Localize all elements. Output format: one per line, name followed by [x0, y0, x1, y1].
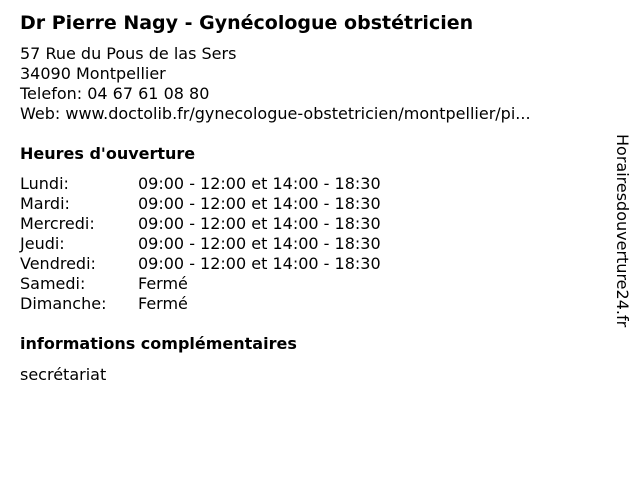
time-value: 09:00 - 12:00 et 14:00 - 18:30: [138, 174, 381, 193]
hours-row-saturday: [20, 274, 440, 294]
address-city: 34090 Montpellier: [20, 64, 166, 83]
address-block: [20, 44, 531, 124]
site-watermark: Horairesdouverture24.fr: [613, 134, 632, 328]
address-street: 57 Rue du Pous de las Sers: [20, 44, 237, 63]
opening-hours-table: [20, 174, 440, 314]
opening-hours-heading: Heures d'ouverture: [20, 144, 196, 163]
additional-info-heading: informations complémentaires: [20, 334, 297, 353]
phone-number: Telefon: 04 67 61 08 80: [20, 84, 210, 103]
website-link[interactable]: Web: www.doctolib.fr/gynecologue-obstetricien/montpellier/pi...: [20, 104, 531, 123]
day-label: Dimanche:: [20, 294, 107, 313]
time-value: 09:00 - 12:00 et 14:00 - 18:30: [138, 254, 381, 273]
day-label: Samedi:: [20, 274, 86, 293]
hours-row-wednesday: [20, 214, 440, 234]
hours-row-thursday: [20, 234, 440, 254]
day-label: Jeudi:: [20, 234, 65, 253]
time-value: 09:00 - 12:00 et 14:00 - 18:30: [138, 194, 381, 213]
time-value: Fermé: [138, 274, 188, 293]
day-label: Mardi:: [20, 194, 70, 213]
time-value: Fermé: [138, 294, 188, 313]
hours-row-friday: [20, 254, 440, 274]
page-title: Dr Pierre Nagy - Gynécologue obstétricien: [20, 12, 474, 34]
hours-row-tuesday: [20, 194, 440, 214]
hours-row-monday: [20, 174, 440, 194]
time-value: 09:00 - 12:00 et 14:00 - 18:30: [138, 234, 381, 253]
additional-info-text: secrétariat: [20, 365, 107, 384]
time-value: 09:00 - 12:00 et 14:00 - 18:30: [138, 214, 381, 233]
day-label: Vendredi:: [20, 254, 96, 273]
day-label: Mercredi:: [20, 214, 95, 233]
day-label: Lundi:: [20, 174, 69, 193]
hours-row-sunday: [20, 294, 440, 314]
